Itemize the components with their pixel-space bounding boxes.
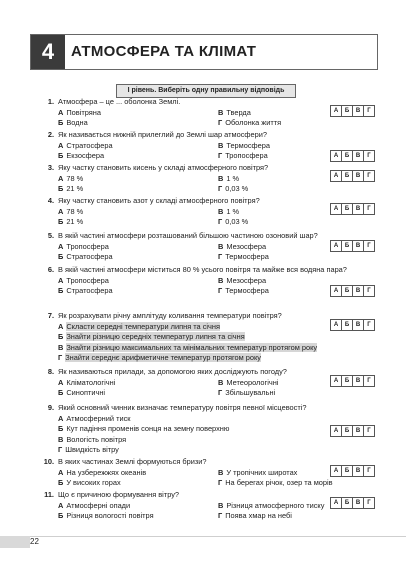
question-line — [30, 231, 380, 242]
answer-box[interactable]: В — [352, 203, 364, 215]
answer-option — [58, 108, 101, 119]
option-text: Синоптичні — [66, 388, 106, 397]
answer-option — [218, 378, 278, 389]
option-text: Стратосфера — [66, 140, 113, 150]
answer-box[interactable]: В — [352, 497, 364, 509]
option-text: Термосфера — [226, 140, 270, 150]
answer-option — [218, 501, 324, 512]
answer-option — [58, 141, 113, 152]
answer-grid — [330, 285, 375, 295]
answer-box[interactable]: Г — [363, 150, 375, 162]
answer-box[interactable]: Б — [341, 203, 353, 215]
option-letter: Г — [218, 217, 223, 226]
option-letter: В — [218, 206, 224, 216]
level-title: І рівень. Виберіть одну правильну відповідь — [116, 84, 296, 98]
question-number: 1. — [47, 97, 54, 106]
option-text: Поява хмар на небі — [225, 511, 292, 520]
option-letter: А — [58, 107, 64, 117]
answer-box[interactable]: А — [330, 497, 342, 509]
question-number: 2. — [47, 130, 54, 139]
question-line — [30, 367, 380, 378]
option-text: 0,03 % — [225, 217, 249, 226]
question-2 — [30, 130, 380, 162]
answer-grid — [330, 465, 375, 475]
answer-box[interactable]: В — [352, 465, 364, 477]
answer-box[interactable]: А — [330, 203, 342, 215]
answer-option — [218, 118, 281, 129]
question-10 — [30, 457, 380, 489]
option-row — [30, 501, 380, 512]
question-line — [30, 311, 380, 322]
question-text: Яку частку становить азот у складі атмосферного повітря? — [58, 196, 260, 205]
option-text: Скласти середні температури липня та січня — [66, 321, 220, 331]
option-letter: Г — [58, 445, 63, 454]
answer-box[interactable]: Г — [363, 425, 375, 437]
option-text: Повітряна — [66, 107, 101, 117]
option-text: 78 % — [66, 173, 84, 183]
answer-box[interactable]: Г — [363, 203, 375, 215]
answer-grid — [330, 105, 375, 115]
answer-option — [58, 276, 109, 287]
option-text: У тропічних широтах — [226, 467, 298, 477]
option-letter: В — [218, 467, 224, 477]
option-text: Знайти різницю середніх температур липня та січня — [66, 332, 245, 341]
answer-box[interactable]: Б — [341, 465, 353, 477]
answer-box[interactable]: А — [330, 240, 342, 252]
option-row — [30, 286, 380, 297]
option-letter: А — [58, 275, 64, 285]
answer-option — [58, 242, 109, 253]
option-row — [30, 252, 380, 263]
option-letter: Б — [58, 388, 64, 397]
option-row — [30, 478, 380, 489]
answer-box[interactable]: Г — [363, 105, 375, 117]
option-text: 78 % — [66, 206, 84, 216]
option-letter: А — [58, 500, 64, 510]
answer-box[interactable]: В — [352, 285, 364, 297]
option-text: 21 % — [66, 217, 84, 226]
answer-box[interactable]: В — [352, 319, 364, 331]
question-line — [30, 97, 380, 108]
question-5 — [30, 231, 380, 263]
option-letter: В — [218, 500, 224, 510]
answer-option — [58, 445, 380, 456]
option-text: Кут падіння променів сонця на земну поверхню — [66, 424, 230, 433]
option-row — [30, 184, 380, 195]
option-text: Атмосферні опади — [66, 500, 131, 510]
option-letter: Г — [218, 184, 223, 193]
question-line — [30, 403, 380, 414]
option-letter: А — [58, 241, 64, 251]
option-letter: Б — [58, 332, 64, 341]
question-text: Що є причиною формування вітру? — [58, 490, 180, 499]
option-text: Атмосферний тиск — [66, 413, 131, 423]
question-number: 8. — [47, 367, 54, 376]
question-7 — [30, 311, 380, 364]
option-letter: Б — [58, 118, 64, 127]
answer-grid — [330, 425, 375, 435]
option-text: Тропосфера — [225, 151, 268, 160]
option-letter: Б — [58, 184, 64, 193]
option-letter: В — [218, 107, 224, 117]
answer-grid — [330, 319, 375, 329]
answer-box[interactable]: Б — [341, 319, 353, 331]
answer-option — [58, 414, 380, 425]
answer-box[interactable]: Б — [341, 285, 353, 297]
question-line — [30, 490, 380, 501]
option-letter: Г — [218, 478, 223, 487]
option-letter: А — [58, 467, 64, 477]
answer-grid — [330, 150, 375, 160]
footer-bar — [0, 536, 30, 548]
option-text: Метеорологічні — [226, 377, 279, 387]
answer-box[interactable]: Г — [363, 285, 375, 297]
answer-option — [58, 184, 83, 195]
answer-option — [218, 108, 251, 119]
option-letter: Б — [58, 424, 64, 433]
question-number: 3. — [47, 163, 54, 172]
question-text: Яку частку становить кисень у складі атмосферного повітря? — [58, 163, 269, 172]
question-text: Як називаються прилади, за допомогою яких досліджують погоду? — [58, 367, 287, 376]
answer-option — [218, 217, 248, 228]
answer-grid — [330, 240, 375, 250]
option-text: Тверда — [226, 107, 251, 117]
question-line — [30, 265, 380, 276]
question-text: Як називається нижній прилеглий до Землі шар атмосфери? — [58, 130, 267, 139]
question-9 — [30, 403, 380, 456]
option-letter: Б — [58, 511, 64, 520]
option-letter: А — [58, 173, 64, 183]
answer-option — [218, 174, 239, 185]
option-letter: В — [218, 140, 224, 150]
answer-box[interactable]: А — [330, 170, 342, 182]
answer-option — [58, 151, 104, 162]
option-letter: В — [58, 434, 64, 444]
answer-option — [58, 501, 130, 512]
option-text: 21 % — [66, 184, 84, 193]
answer-box[interactable]: А — [330, 425, 342, 437]
question-number: 11. — [44, 490, 54, 499]
option-row — [30, 468, 380, 479]
option-text: На узбережжях океанів — [66, 467, 147, 477]
question-3 — [30, 163, 380, 195]
footer-line — [30, 536, 406, 537]
question-text: Який основний чинник визначає температуру повітря певної місцевості? — [58, 403, 307, 412]
option-row — [30, 378, 380, 389]
answer-option — [218, 276, 266, 287]
answer-box[interactable]: Б — [341, 150, 353, 162]
option-letter: А — [58, 140, 64, 150]
option-row — [30, 217, 380, 228]
question-number: 7. — [47, 311, 54, 320]
answer-box[interactable]: Б — [341, 425, 353, 437]
question-text: Як розрахувати річну амплітуду коливання температури повітря? — [58, 311, 282, 320]
option-text: Знайти різницю максимальних та мінімальних температур протягом року — [66, 342, 318, 352]
answer-option — [58, 332, 380, 343]
answer-box[interactable]: В — [352, 170, 364, 182]
option-text: Стратосфера — [66, 286, 113, 295]
answer-box[interactable]: Г — [363, 319, 375, 331]
option-letter: Г — [218, 252, 223, 261]
answer-option — [58, 378, 115, 389]
answer-box[interactable]: В — [352, 425, 364, 437]
question-number: 6. — [47, 265, 54, 274]
question-text: В якій частині атмосфери розташований більшою частиною озоновий шар? — [58, 231, 318, 240]
answer-option — [58, 388, 105, 399]
option-letter: Б — [58, 151, 64, 160]
question-line — [30, 457, 380, 468]
option-letter: Г — [218, 286, 223, 295]
answer-option — [58, 478, 121, 489]
option-text: Мезосфера — [226, 241, 267, 251]
option-letter: А — [58, 206, 64, 216]
answer-option — [58, 468, 146, 479]
answer-option — [218, 468, 297, 479]
option-row — [30, 108, 380, 119]
question-8 — [30, 367, 380, 399]
option-text: У високих горах — [66, 478, 121, 487]
answer-option — [218, 478, 333, 489]
option-text: Тропосфера — [66, 275, 109, 285]
answer-grid — [330, 375, 375, 385]
answer-option — [58, 118, 88, 129]
answer-grid — [330, 170, 375, 180]
option-row — [30, 151, 380, 162]
answer-box[interactable]: Г — [363, 170, 375, 182]
answer-grid — [330, 497, 375, 507]
option-text: Збільшувальні — [225, 388, 276, 397]
answer-option — [218, 242, 266, 253]
question-6 — [30, 265, 380, 297]
option-list — [30, 414, 380, 456]
option-text: Вологість повітря — [66, 434, 127, 444]
option-text: Знайти середнє арифметичне температур протягом року — [65, 353, 261, 362]
answer-box[interactable]: Г — [363, 375, 375, 387]
question-line — [30, 196, 380, 207]
option-row — [30, 511, 380, 522]
answer-option — [218, 207, 239, 218]
option-list — [30, 322, 380, 364]
answer-option — [58, 217, 83, 228]
option-text: 0,03 % — [225, 184, 249, 193]
option-text: 1 % — [226, 173, 240, 183]
option-text: На берегах річок, озер та морів — [225, 478, 333, 487]
answer-box[interactable]: А — [330, 105, 342, 117]
option-letter: Г — [218, 151, 223, 160]
option-letter: Г — [218, 388, 223, 397]
answer-box[interactable]: Б — [341, 240, 353, 252]
answer-option — [58, 511, 154, 522]
chapter-title: АТМОСФЕРА ТА КЛІМАТ — [71, 43, 257, 60]
answer-option — [58, 343, 380, 354]
answer-box[interactable]: Б — [341, 105, 353, 117]
option-letter: В — [218, 377, 224, 387]
option-text: Тропосфера — [66, 241, 109, 251]
page-number: 22 — [30, 537, 39, 546]
chapter-header — [30, 34, 378, 70]
question-4 — [30, 196, 380, 228]
answer-option — [58, 174, 83, 185]
option-letter: Б — [58, 252, 64, 261]
option-text: Екзосфера — [66, 151, 105, 160]
option-text: Мезосфера — [226, 275, 267, 285]
answer-grid — [330, 203, 375, 213]
question-1 — [30, 97, 380, 129]
answer-box[interactable]: В — [352, 240, 364, 252]
option-letter: Г — [218, 511, 223, 520]
option-letter: Б — [58, 217, 64, 226]
answer-box[interactable]: В — [352, 105, 364, 117]
question-number: 10. — [43, 457, 54, 466]
answer-option — [58, 207, 83, 218]
option-letter: Б — [58, 286, 64, 295]
answer-box[interactable]: Г — [363, 465, 375, 477]
option-row — [30, 141, 380, 152]
option-letter: Б — [58, 478, 64, 487]
option-text: Водна — [66, 118, 88, 127]
answer-box[interactable]: Б — [341, 497, 353, 509]
chapter-number: 4 — [31, 35, 65, 69]
option-row — [30, 207, 380, 218]
answer-option — [58, 252, 113, 263]
answer-box[interactable]: Б — [341, 170, 353, 182]
answer-box[interactable]: А — [330, 285, 342, 297]
option-text: Термосфера — [225, 286, 269, 295]
answer-option — [218, 388, 275, 399]
question-line — [30, 163, 380, 174]
option-text: Термосфера — [225, 252, 269, 261]
option-letter: В — [218, 241, 224, 251]
option-text: Швидкість вітру — [65, 445, 119, 454]
answer-box[interactable]: А — [330, 465, 342, 477]
question-text: В якій частині атмосфери міститься 80 % усього повітря та майже вся водяна пара? — [58, 265, 347, 274]
option-letter: А — [58, 377, 64, 387]
question-number: 4. — [47, 196, 54, 205]
option-text: Стратосфера — [66, 252, 113, 261]
question-number: 5. — [47, 231, 54, 240]
answer-box[interactable]: Г — [363, 497, 375, 509]
answer-option — [218, 286, 269, 297]
question-text: В яких частинах Землі формуються бризи? — [58, 457, 207, 466]
question-line — [30, 130, 380, 141]
answer-option — [218, 252, 269, 263]
question-text: Атмосфера – це ... оболонка Землі. — [58, 97, 181, 106]
option-letter: А — [58, 321, 64, 331]
option-text: Кліматологічні — [66, 377, 116, 387]
answer-box[interactable]: Б — [341, 375, 353, 387]
answer-option — [218, 141, 270, 152]
answer-option — [58, 286, 113, 297]
option-row — [30, 174, 380, 185]
option-row — [30, 388, 380, 399]
option-letter: В — [218, 275, 224, 285]
answer-box[interactable]: А — [330, 150, 342, 162]
answer-box[interactable]: Г — [363, 240, 375, 252]
answer-option — [218, 511, 292, 522]
option-row — [30, 242, 380, 253]
question-number: 9. — [47, 403, 54, 412]
answer-box[interactable]: В — [352, 375, 364, 387]
option-text: Оболонка життя — [225, 118, 282, 127]
answer-option — [58, 353, 380, 364]
option-text: 1 % — [226, 206, 240, 216]
option-letter: Г — [218, 118, 223, 127]
question-11 — [30, 490, 380, 522]
answer-option — [218, 184, 248, 195]
option-letter: А — [58, 413, 64, 423]
option-row — [30, 118, 380, 129]
answer-box[interactable]: А — [330, 319, 342, 331]
option-row — [30, 276, 380, 287]
option-letter: Г — [58, 353, 63, 362]
answer-box[interactable]: А — [330, 375, 342, 387]
option-letter: В — [58, 342, 64, 352]
answer-box[interactable]: В — [352, 150, 364, 162]
option-text: Різниця атмосферного тиску — [226, 500, 325, 510]
answer-option — [218, 151, 268, 162]
option-text: Різниця вологості повітря — [66, 511, 154, 520]
option-letter: В — [218, 173, 224, 183]
